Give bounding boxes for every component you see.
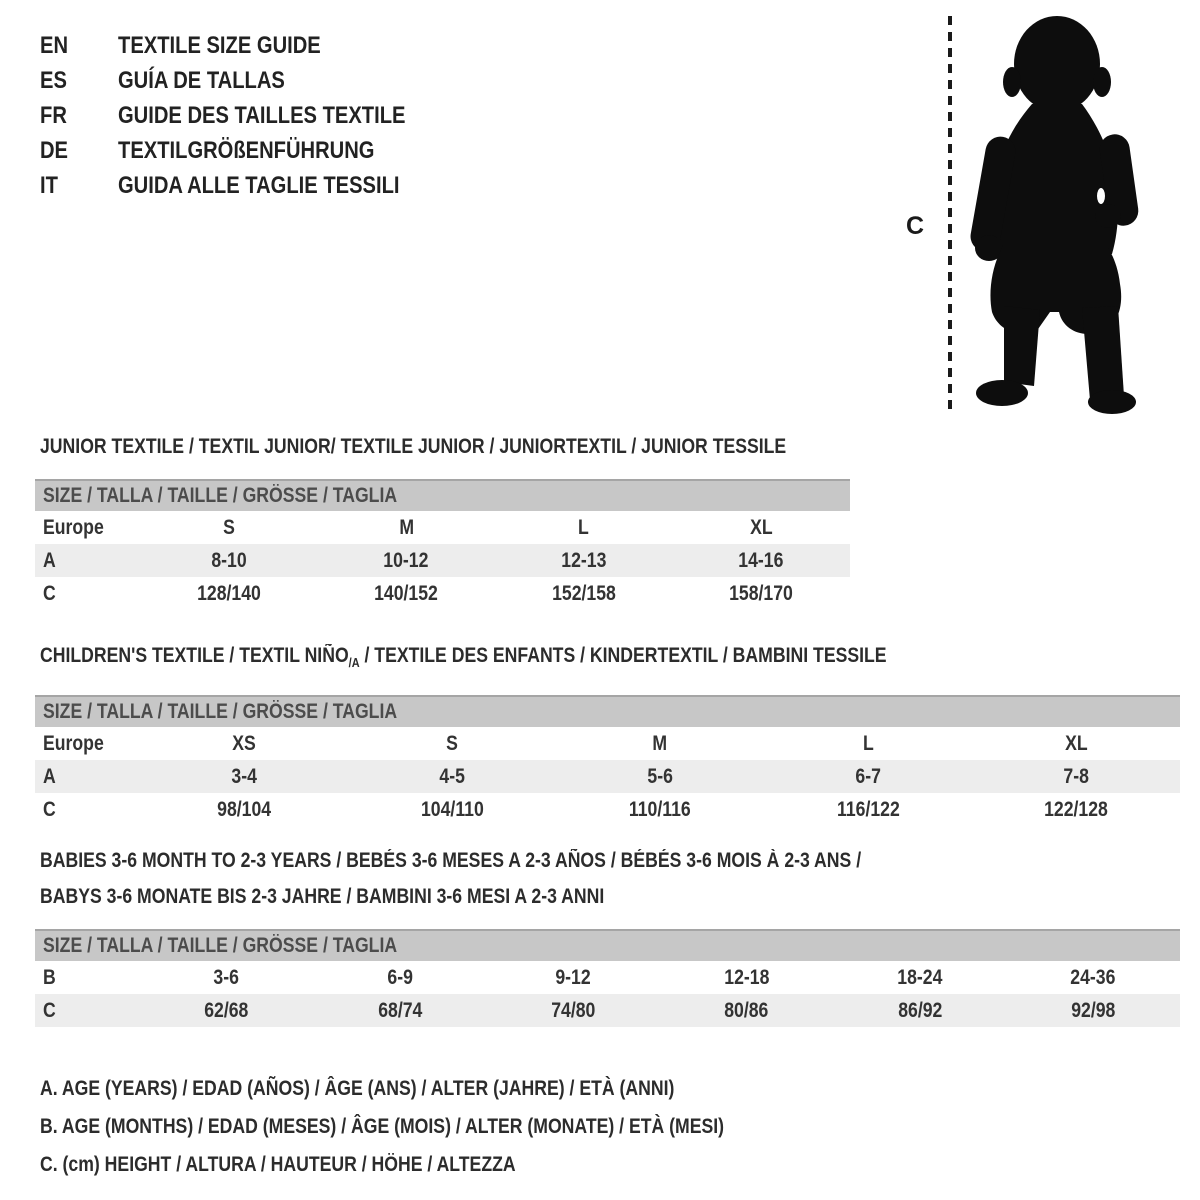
- section-children: [35, 645, 1180, 826]
- table-row: [35, 727, 1180, 760]
- table-cell-text: L: [862, 732, 874, 755]
- table-cell: [140, 961, 313, 994]
- size-table: [35, 479, 850, 610]
- section-title: [35, 436, 928, 472]
- legend: [40, 1070, 854, 1184]
- row-label: [35, 727, 140, 760]
- table-cell: [495, 577, 673, 610]
- table-cell: [495, 544, 673, 577]
- table-cell: [140, 727, 348, 760]
- table-cell: [556, 793, 764, 826]
- table-cell-text: 24-36: [1070, 966, 1116, 989]
- language-row: [40, 98, 460, 133]
- language-row: [40, 63, 460, 98]
- table-cell-text: 12-13: [561, 549, 607, 572]
- silhouette-leg-left: [1004, 306, 1040, 386]
- toddler-silhouette-image: [962, 8, 1142, 418]
- table-cell-text: 14-16: [738, 549, 784, 572]
- table-cell: [318, 544, 496, 577]
- row-label: [35, 961, 140, 994]
- silhouette-ear-left: [1003, 67, 1021, 97]
- table-cell: [764, 727, 972, 760]
- table-cell: [764, 760, 972, 793]
- table-cell-text: 92/98: [1071, 999, 1116, 1022]
- table-cell-text: S: [222, 516, 235, 539]
- table-cell-text: 6-7: [855, 765, 881, 788]
- table-cell: [140, 544, 318, 577]
- language-code: ES: [40, 67, 67, 94]
- table-cell: [495, 511, 673, 544]
- table-cell-text: 4-5: [439, 765, 465, 788]
- table-cell-text: 110/116: [629, 798, 691, 821]
- language-label: GUIDE DES TAILLES TEXTILE: [118, 102, 406, 129]
- table-cell-text: M: [398, 516, 414, 539]
- section-title: [35, 886, 1180, 922]
- table-cell-text: 6-9: [387, 966, 413, 989]
- silhouette-ear-right: [1093, 67, 1111, 97]
- table-cell: [556, 727, 764, 760]
- table-size-header: [35, 479, 850, 511]
- table-cell: [764, 793, 972, 826]
- legend-line-text: B. AGE (MONTHS) / EDAD (MESES) / ÂGE (MOIS) / ALTER (MONATE) / ETÀ (MESI): [40, 1115, 725, 1138]
- silhouette-hand-right: [1095, 204, 1121, 228]
- table-cell-text: XS: [232, 732, 256, 755]
- language-list: [40, 28, 460, 203]
- section-title-part: BABYS 3-6 MONATE BIS 2-3 JAHRE / BAMBINI 3-6 MESI A 2-3 ANNI: [40, 885, 605, 908]
- table-cell-text: 12-18: [724, 966, 770, 989]
- table-size-header-text: SIZE / TALLA / TAILLE / GRÖSSE / TAGLIA: [43, 484, 398, 507]
- table-cell-text: XL: [1064, 732, 1088, 755]
- legend-line: [40, 1108, 854, 1146]
- table-cell: [556, 760, 764, 793]
- row-label-text: A: [43, 549, 56, 572]
- table-row: [35, 760, 1180, 793]
- language-code: IT: [40, 172, 58, 199]
- table-cell-text: 116/122: [836, 798, 900, 821]
- silhouette-torso: [995, 104, 1118, 254]
- silhouette-hand-gap: [1097, 188, 1105, 204]
- table-cell: [313, 961, 486, 994]
- table-cell-text: 140/152: [374, 582, 439, 605]
- height-measure-dashed-line: [948, 16, 952, 416]
- silhouette-head: [1014, 16, 1100, 112]
- table-cell: [140, 793, 348, 826]
- table-cell: [313, 994, 486, 1027]
- table-cell-text: 128/140: [196, 582, 261, 605]
- language-row: [40, 28, 460, 63]
- size-table: [35, 695, 1180, 826]
- table-cell: [140, 760, 348, 793]
- table-cell-text: 80/86: [724, 999, 769, 1022]
- height-measure-label: C: [906, 212, 925, 240]
- table-row: [35, 544, 850, 577]
- table-row: [35, 577, 850, 610]
- table-cell-text: 68/74: [377, 999, 423, 1022]
- row-label: [35, 511, 140, 544]
- language-code: DE: [40, 137, 69, 164]
- table-cell: [660, 994, 833, 1027]
- language-label: TEXTILE SIZE GUIDE: [118, 32, 321, 59]
- table-cell: [673, 544, 851, 577]
- table-cell: [140, 511, 318, 544]
- row-label: [35, 760, 140, 793]
- section-title-text: [40, 886, 604, 908]
- table-cell: [972, 793, 1180, 826]
- silhouette-foot-left: [976, 380, 1028, 406]
- table-cell-text: 8-10: [211, 549, 247, 572]
- row-label-text: C: [43, 582, 56, 605]
- section-babies: [35, 850, 1180, 1027]
- section-title-part: CHILDREN'S TEXTILE / TEXTIL NIÑO: [40, 644, 349, 667]
- table-cell-text: 3-4: [231, 765, 257, 788]
- table-cell: [673, 577, 851, 610]
- size-table: [35, 929, 1180, 1027]
- language-label: GUIDA ALLE TAGLIE TESSILI: [118, 172, 400, 199]
- row-label-text: A: [43, 765, 56, 788]
- table-cell-text: S: [446, 732, 458, 755]
- section-junior: [35, 436, 928, 610]
- table-row: [35, 994, 1180, 1027]
- table-cell-text: 122/128: [1044, 798, 1108, 821]
- row-label-text: C: [43, 798, 56, 821]
- legend-line: [40, 1070, 854, 1108]
- table-cell: [318, 511, 496, 544]
- table-cell-text: 10-12: [383, 549, 429, 572]
- section-title-part: BABIES 3-6 MONTH TO 2-3 YEARS / BEBÉS 3-6 MESES A 2-3 AÑOS / BÉBÉS 3-6 MOIS À 2-3 ANS /: [40, 849, 862, 872]
- table-cell: [833, 961, 1006, 994]
- row-label-text: B: [43, 966, 56, 989]
- language-code: FR: [40, 102, 67, 129]
- table-cell-text: 98/104: [217, 798, 271, 821]
- table-size-header-text: SIZE / TALLA / TAILLE / GRÖSSE / TAGLIA: [43, 934, 398, 957]
- language-row: [40, 168, 460, 203]
- row-label-text: C: [43, 999, 56, 1022]
- language-label: GUÍA DE TALLAS: [118, 67, 285, 94]
- table-row: [35, 511, 850, 544]
- table-cell: [1007, 994, 1180, 1027]
- row-label: [35, 994, 140, 1027]
- table-cell-text: XL: [749, 516, 773, 539]
- table-cell-text: L: [578, 516, 590, 539]
- table-cell: [673, 511, 851, 544]
- legend-line: [40, 1146, 854, 1184]
- language-label: TEXTILGRÖßENFÜHRUNG: [118, 137, 375, 164]
- table-cell-text: 86/92: [897, 999, 943, 1022]
- row-label-text: Europe: [43, 732, 104, 755]
- section-title: [35, 850, 1180, 886]
- table-cell: [348, 727, 556, 760]
- table-cell-text: 18-24: [897, 966, 943, 989]
- section-title-part: /A: [348, 655, 360, 670]
- table-cell: [660, 961, 833, 994]
- section-title-text: [40, 436, 786, 458]
- table-cell-text: M: [652, 732, 668, 755]
- table-size-header: [35, 695, 1180, 727]
- table-cell: [972, 760, 1180, 793]
- language-row: [40, 133, 460, 168]
- table-cell: [348, 793, 556, 826]
- table-cell-text: 5-6: [647, 765, 673, 788]
- table-size-header: [35, 929, 1180, 961]
- table-cell-text: 3-6: [213, 966, 240, 989]
- row-label-text: Europe: [43, 516, 104, 539]
- section-title-text: [40, 850, 861, 872]
- table-cell-text: 104/110: [420, 798, 484, 821]
- language-code: EN: [40, 32, 69, 59]
- table-cell-text: 158/170: [729, 582, 794, 605]
- table-cell: [348, 760, 556, 793]
- legend-line-text: A. AGE (YEARS) / EDAD (AÑOS) / ÂGE (ANS) / ALTER (JAHRE) / ETÀ (ANNI): [40, 1077, 675, 1100]
- section-title-text: [40, 645, 887, 674]
- table-row: [35, 961, 1180, 994]
- table-size-header-text: SIZE / TALLA / TAILLE / GRÖSSE / TAGLIA: [43, 700, 398, 723]
- row-label: [35, 577, 140, 610]
- table-cell: [140, 577, 318, 610]
- table-cell-text: 9-12: [555, 966, 591, 989]
- table-cell: [972, 727, 1180, 760]
- silhouette-leg-right: [1082, 306, 1124, 400]
- row-label: [35, 544, 140, 577]
- table-cell-text: 74/80: [551, 999, 596, 1022]
- silhouette-foot-right: [1088, 390, 1136, 414]
- table-cell-text: 62/68: [204, 999, 249, 1022]
- legend-line-text: C. (cm) HEIGHT / ALTURA / HAUTEUR / HÖHE / ALTEZZA: [40, 1153, 516, 1176]
- table-cell: [140, 994, 313, 1027]
- table-cell: [318, 577, 496, 610]
- table-cell: [833, 994, 1006, 1027]
- table-cell: [487, 961, 660, 994]
- section-title-part: / TEXTILE DES ENFANTS / KINDERTEXTIL / BAMBINI TESSILE: [359, 644, 887, 667]
- section-title: [35, 645, 1180, 688]
- section-title-part: JUNIOR TEXTILE / TEXTIL JUNIOR/ TEXTILE JUNIOR / JUNIORTEXTIL / JUNIOR TESSILE: [40, 435, 787, 458]
- table-cell: [1007, 961, 1180, 994]
- row-label: [35, 793, 140, 826]
- table-cell: [487, 994, 660, 1027]
- table-row: [35, 793, 1180, 826]
- table-cell-text: 152/158: [551, 582, 616, 605]
- table-cell-text: 7-8: [1063, 765, 1089, 788]
